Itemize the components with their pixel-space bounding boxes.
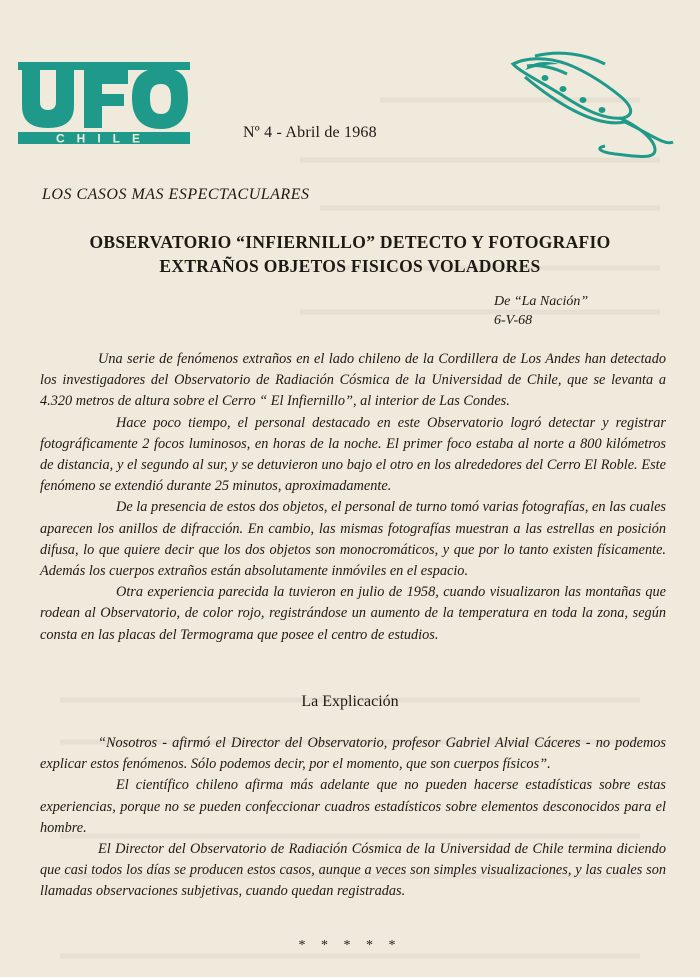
end-asterisks: * * * * * — [298, 938, 402, 953]
source-attribution — [494, 292, 588, 330]
source-publication: De “La Nación” — [494, 294, 589, 309]
article-paragraph: De la presencia de estos dos objetos, el personal de turno tomó varias fotografías, en las cuales aparecen los anillos de difracción. En cambio, las mismas fotografías muestran a las estrellas en posición difusa, lo que quiere decir que los dos objetos son monocromáticos, y que por lo tanto existen físicamente. Además los cuerpos extraños están absolutamente inmóviles en el espacio. — [40, 499, 666, 580]
headline-line-1: OBSERVATORIO “INFIERNILLO” DETECTO Y FOTOGRAFIO — [89, 232, 611, 252]
explanation-body — [40, 733, 666, 903]
article-headline — [40, 230, 660, 278]
article-paragraph: Otra experiencia parecida la tuvieron en julio de 1958, cuando visualizaron las montañas que rodean al Observatorio, de color rojo, registrándose un aumento de la temperatura en toda la zona, según consta en las placas del Termograma que posee el centro de estudios. — [40, 584, 666, 643]
explanation-paragraph: El Director del Observatorio de Radiación Cósmica de la Universidad de Chile termina diciendo que casi todos los días se producen estos casos, aunque a veces son simples visualizaciones, y las cuales son llamadas observaciones subjetivas, cuando quedan registradas. — [40, 841, 666, 900]
headline-line-2: EXTRAÑOS OBJETOS FISICOS VOLADORES — [159, 256, 541, 276]
flying-saucer-illustration — [505, 42, 680, 160]
section-label: LOS CASOS MAS ESPECTACULARES — [42, 186, 310, 203]
subheading-explanation: La Explicación — [301, 693, 399, 710]
explanation-paragraph: El científico chileno afirma más adelante que no pueden hacerse estadísticas sobre estas experiencias, porque no se pueden confeccionar cuadros estadísticos sobre elementos desconocidos para el hombre. — [40, 777, 666, 836]
issue-number-date: Nº 4 - Abril de 1968 — [243, 124, 377, 141]
source-date: 6-V-68 — [494, 313, 533, 328]
ufo-chile-logo — [18, 62, 190, 144]
article-paragraph: Una serie de fenómenos extraños en el lado chileno de la Cordillera de Los Andes han detectado los investigadores del Observatorio de Radiación Cósmica de la Universidad de Chile, que se levanta a 4.320 metros de altura sobre el Cerro “ El Infiernillo”, al interior de Las Condes. — [40, 351, 666, 410]
explanation-paragraph: “Nosotros - afirmó el Director del Observatorio, profesor Gabriel Alvial Cáceres - no podemos explicar estos fenómenos. Sólo podemos decir, por el momento, que son cuerpos físicos”. — [40, 735, 666, 773]
logo-chile-text: CHILE — [56, 131, 152, 144]
article-paragraph: Hace poco tiempo, el personal destacado en este Observatorio logró detectar y registrar fotográficamente 2 focos luminosos, en horas de la noche. El primer foco estaba al norte a 800 kilómetros de distancia, y el segundo al sur, y se detuvieron uno bajo el otro en los alrededores del Cerro El Roble. Este fenómeno se extendió durante 25 minutos, aproximadamente. — [40, 414, 666, 495]
article-body — [40, 349, 666, 646]
